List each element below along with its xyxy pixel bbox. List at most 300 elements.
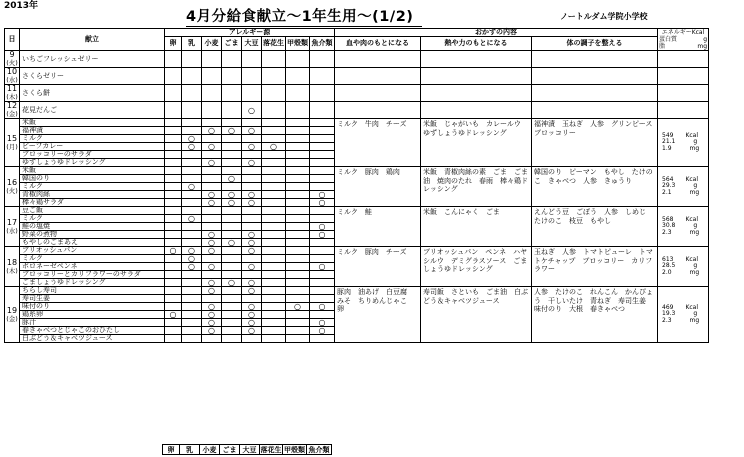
allergen-marker: ○ [202,199,222,207]
red-group-cell: ミルク 鮭 [335,207,421,247]
allergen-marker: ○ [182,215,202,223]
allergen-marker: ○ [310,231,335,239]
allergen-cell [310,335,335,343]
allergen-cell [182,327,202,335]
menu-item-name: 韓国のり [20,175,165,183]
allergen-cell [286,85,310,102]
allergen-cell [182,191,202,199]
date-cell [5,102,20,119]
date-cell [5,287,20,343]
allergen-cell [165,263,182,271]
allergen-marker: ○ [242,319,262,327]
allergen-cell [310,279,335,287]
allergen-cell [182,279,202,287]
green-group-cell [532,102,658,119]
allergen-cell [165,199,182,207]
allergen-marker: ○ [222,199,242,207]
weekday: (木) [6,93,18,101]
yellow-group-cell [421,51,532,68]
green-group-cell [532,51,658,68]
allergen-cell [222,255,242,263]
allergen-cell [182,151,202,159]
allergen-marker: ○ [165,311,182,319]
allergen-cell [242,51,262,68]
menu-table [4,28,709,343]
green-group-cell: 玉ねぎ 人参 トマトピューレ トマトケチャップ ブロッコリー カリフラワー [532,247,658,287]
allergen-footer-label: 小麦 [200,445,220,455]
menu-row [5,167,709,175]
allergen-cell [202,207,222,215]
allergen-cell [182,295,202,303]
allergen-cell [262,279,286,287]
allergen-cell [286,327,310,335]
allergen-cell [165,327,182,335]
energy-cell [658,68,709,85]
allergen-cell [242,207,262,215]
menu-item-name: ミルク [20,255,165,263]
yellow-group-cell: 米飯 こんにゃく ごま [421,207,532,247]
allergen-cell [165,335,182,343]
menu-item-name: いちごフレッシュゼリー [20,51,165,68]
allergen-cell [286,223,310,231]
energy-protein-label: 蛋白質 [659,36,678,43]
allergen-cell [165,102,182,119]
allergen-marker: ○ [222,279,242,287]
energy-mg-unit: mg [697,43,707,50]
allergen-cell [165,167,182,175]
allergen-cell [310,239,335,247]
allergen-cell [286,119,310,127]
allergen-cell [222,215,242,223]
allergen-cell [165,223,182,231]
allergen-cell [242,175,262,183]
allergen-cell [262,263,286,271]
allergen-marker: ○ [182,183,202,191]
menu-item-name: 青椒肉絲 [20,191,165,199]
menu-row [5,68,709,85]
allergen-cell [182,119,202,127]
allergen-marker: ○ [182,263,202,271]
menu-item-name: もやしのごまあえ [20,239,165,247]
allergen-cell [286,231,310,239]
allergen-cell [222,51,242,68]
weekday: (水) [6,226,18,235]
allergen-cell [262,311,286,319]
allergen-marker: ○ [202,287,222,295]
allergen-cell [310,85,335,102]
menu-item-name: 寿司生姜 [20,295,165,303]
allergen-cell [286,287,310,295]
allergen-marker: ○ [202,143,222,151]
allergen-cell [262,151,286,159]
allergen-cell [165,319,182,327]
energy-cell: 549 Kcal 21.1 g 1.9 mg [658,119,709,167]
allergen-header: 落花生 [262,37,286,51]
red-group-cell [335,51,421,68]
menu-item-name: さくら餅 [20,85,165,102]
energy-cell [658,51,709,68]
allergen-cell [165,183,182,191]
menu-item-name: 豚汁 [20,319,165,327]
allergen-marker: ○ [202,191,222,199]
allergen-marker: ○ [242,143,262,151]
allergen-cell [165,255,182,263]
allergen-marker: ○ [165,247,182,255]
allergen-cell [165,191,182,199]
allergen-marker: ○ [202,279,222,287]
energy-kcal-label: エネルギーKcal [661,29,705,36]
allergen-cell [286,191,310,199]
yellow-group-cell: 米飯 青椒肉絲の素 ごま ごま油 焼肉のたれ 春雨 棒々鶏ドレッシング [421,167,532,207]
allergen-marker: ○ [242,199,262,207]
allergen-cell [182,231,202,239]
allergen-cell [242,167,262,175]
energy-fat-label: 脂 [659,43,666,50]
allergen-cell [286,143,310,151]
allergen-cell [165,85,182,102]
menu-row [5,85,709,102]
date-number: 10 [6,67,18,76]
menu-item-name: ミルク [20,215,165,223]
allergen-cell [286,159,310,167]
yellow-group-cell [421,102,532,119]
allergen-cell [262,335,286,343]
yellow-group-cell: 寿司飯 さといも ごま油 白ぶどう＆キャベツジュース [421,287,532,343]
green-group-cell: 韓国のり ピーマン もやし たけのこ きゃべつ 人参 きゅうり [532,167,658,207]
allergen-cell [262,199,286,207]
allergen-marker: ○ [310,327,335,335]
allergen-cell [222,319,242,327]
allergy-header: アレルギー源 [165,29,335,37]
menu-item-name: ビーフカレー [20,143,165,151]
allergen-cell [222,135,242,143]
allergen-cell [165,135,182,143]
allergen-cell [286,279,310,287]
menu-item-name: ブロッコリーのサラダ [20,151,165,159]
allergen-cell [222,295,242,303]
allergen-cell [222,207,242,215]
allergen-cell [222,143,242,151]
allergen-cell [182,102,202,119]
food-group-header: 体の調子を整える [532,37,658,51]
allergen-cell [310,151,335,159]
allergen-cell [182,199,202,207]
allergen-marker: ○ [310,191,335,199]
allergen-cell [286,127,310,135]
allergen-cell [222,287,242,295]
allergen-cell [202,68,222,85]
school-name: ノートルダム学院小学校 [560,12,648,21]
allergen-cell [222,263,242,271]
weekday: (金) [6,110,18,118]
allergen-cell [310,159,335,167]
allergen-cell [222,247,242,255]
allergen-cell [310,102,335,119]
allergen-cell [182,335,202,343]
allergen-footer-label: 甲殻類 [284,445,305,454]
allergen-cell [242,85,262,102]
page-title: 4月分給食献立～1年生用～(1/2) [186,9,414,25]
allergen-cell [165,231,182,239]
red-group-cell [335,102,421,119]
allergen-cell [262,119,286,127]
allergen-cell [242,68,262,85]
allergen-cell [165,279,182,287]
menu-item-name: 米飯 [20,167,165,175]
energy-cell [658,102,709,119]
allergen-cell [286,239,310,247]
allergen-marker: ○ [242,191,262,199]
allergen-marker: ○ [222,191,242,199]
allergen-marker: ○ [202,303,222,311]
energy-protein-row [658,36,708,43]
allergen-marker: ○ [202,327,222,335]
date-cell [5,85,20,102]
menu-item-name: 豆ご飯 [20,207,165,215]
red-group-cell [335,85,421,102]
allergen-cell [165,68,182,85]
allergen-cell [286,167,310,175]
red-group-cell: 豚肉 油あげ 白豆腐 みそ ちりめんじゃこ 卵 [335,287,421,343]
menu-row [5,102,709,119]
energy-header [658,29,709,51]
allergen-marker: ○ [202,231,222,239]
menu-row [5,119,709,127]
allergen-footer-label: 卵 [163,445,180,455]
allergen-cell [165,175,182,183]
red-group-cell [335,68,421,85]
food-group-header: 熱や力のもとになる [421,37,532,51]
menu-item-name: ミルク [20,135,165,143]
allergen-cell [165,143,182,151]
allergen-cell [286,135,310,143]
allergen-cell [262,215,286,223]
allergen-cell [262,295,286,303]
allergen-marker: ○ [202,239,222,247]
allergen-cell [202,51,222,68]
allergen-cell [286,151,310,159]
menu-item-name: ブリオッシュパン [20,247,165,255]
menu-item-name: ゆずしょうゆドレッシング [20,159,165,167]
allergen-cell [310,167,335,175]
allergen-marker: ○ [202,247,222,255]
allergen-marker: ○ [202,319,222,327]
allergen-cell [165,51,182,68]
red-group-cell: ミルク 牛肉 チーズ [335,119,421,167]
allergen-cell [202,85,222,102]
menu-item-name: 米飯 [20,119,165,127]
allergen-marker: ○ [310,199,335,207]
allergen-marker: ○ [310,223,335,231]
food-group-header: 血や肉のもとになる [335,37,421,51]
allergen-cell [182,167,202,175]
menu-item-name: 味付のり [20,303,165,311]
allergen-cell [182,68,202,85]
allergen-marker: ○ [242,327,262,335]
menu-row [5,247,709,255]
allergen-cell [262,239,286,247]
green-group-cell: 福神漬 玉ねぎ 人参 グリンピース ブロッコリー [532,119,658,167]
allergen-cell [286,215,310,223]
allergen-footer-label: 大豆 [240,445,260,455]
allergen-marker: ○ [222,175,242,183]
allergen-cell [165,271,182,279]
green-group-cell: 人参 たけのこ れんこん かんぴょう 干しいたけ 青ねぎ 寿司生姜 味付のり 大根 春きゃべつ [532,287,658,343]
allergen-cell [286,51,310,68]
allergen-marker: ○ [242,239,262,247]
allergen-cell [182,311,202,319]
allergen-cell [310,135,335,143]
allergen-cell [286,263,310,271]
allergen-cell [222,102,242,119]
allergen-marker: ○ [202,159,222,167]
menu-item-name: ブロッコリーとカリフラワーのサラダ [20,271,165,279]
allergen-cell [262,207,286,215]
date-number: 16 [6,177,18,187]
allergen-cell [310,247,335,255]
allergen-marker: ○ [242,279,262,287]
allergen-cell [262,51,286,68]
allergen-header: 大豆 [242,37,262,51]
allergen-cell [165,127,182,135]
allergen-marker: ○ [182,143,202,151]
weekday: (木) [6,266,18,275]
allergen-cell [286,68,310,85]
allergen-cell [310,207,335,215]
allergen-cell [182,223,202,231]
allergen-cell [242,215,262,223]
allergen-cell [262,167,286,175]
weekday: (火) [6,186,18,195]
menu-row [5,287,709,295]
date-number: 9 [9,50,15,59]
allergen-cell [222,303,242,311]
allergen-cell [286,271,310,279]
allergen-cell [310,51,335,68]
allergen-cell [310,287,335,295]
allergen-cell [286,255,310,263]
date-cell [5,51,20,68]
allergen-footer-label: ごま [220,445,240,455]
allergen-header: ごま [222,37,242,51]
allergen-cell [222,151,242,159]
yellow-group-cell [421,68,532,85]
allergen-marker: ○ [310,319,335,327]
date-number: 19 [6,305,18,315]
date-cell [5,167,20,207]
allergen-cell [262,247,286,255]
allergen-cell [165,151,182,159]
allergen-marker: ○ [242,159,262,167]
menu-item-name: ミルク [20,183,165,191]
allergen-cell [222,85,242,102]
side-header: おかずの内容 [335,29,658,37]
allergen-cell [165,287,182,295]
allergen-footer-label: 魚介類 [308,445,330,454]
allergen-cell [202,167,222,175]
green-group-cell: えんどう豆 ごぼう 人参 しめじ たけのこ 枝豆 もやし [532,207,658,247]
menu-item-name: 野菜の煮物 [20,231,165,239]
allergen-cell [165,207,182,215]
allergen-cell [310,271,335,279]
header-row [5,29,709,37]
allergen-marker: ○ [242,102,262,119]
allergen-cell [182,159,202,167]
allergen-cell [310,68,335,85]
allergen-cell [286,335,310,343]
allergen-cell [262,85,286,102]
allergen-header: 小麦 [202,37,222,51]
allergen-header: 卵 [165,37,182,51]
weekday: (金) [6,314,18,323]
title-underline [186,26,422,27]
allergen-header: 魚介類 [310,37,335,51]
allergen-marker: ○ [242,127,262,135]
allergen-cell [262,223,286,231]
allergen-cell [182,51,202,68]
allergen-cell [262,231,286,239]
allergen-cell [262,327,286,335]
allergen-cell [262,287,286,295]
red-group-cell: ミルク 豚肉 チーズ [335,247,421,287]
allergen-header: 甲殻類 [286,37,310,51]
allergen-cell [286,102,310,119]
red-group-cell: ミルク 豚肉 鶏肉 [335,167,421,207]
allergen-cell [286,199,310,207]
yellow-group-cell: 米飯 じゃがいも カレールウ ゆずしょうゆドレッシング [421,119,532,167]
allergen-cell [202,215,222,223]
allergen-cell [286,319,310,327]
allergen-marker: ○ [310,263,335,271]
menu-item-name: 棒々鶏サラダ [20,199,165,207]
allergen-cell [262,303,286,311]
allergen-cell [310,175,335,183]
allergen-cell [182,287,202,295]
allergen-marker: ○ [286,303,310,311]
green-group-cell [532,68,658,85]
allergen-marker: ○ [202,311,222,319]
menu-row [5,51,709,68]
allergen-marker: ○ [242,287,262,295]
date-cell [5,207,20,247]
allergen-cell [262,159,286,167]
menu-item-name: 花見だんご [20,102,165,119]
yellow-group-cell [421,85,532,102]
allergen-cell [222,68,242,85]
allergen-marker: ○ [262,143,286,151]
allergen-cell [286,183,310,191]
allergen-cell [262,255,286,263]
allergen-cell [262,68,286,85]
allergen-marker: ○ [242,263,262,271]
allergen-marker: ○ [242,303,262,311]
allergen-cell [182,319,202,327]
allergen-cell [262,102,286,119]
allergen-footer-label: 乳 [180,445,200,455]
menu-item-name: 鶏糸卵 [20,311,165,319]
allergen-marker: ○ [242,231,262,239]
allergen-cell [310,127,335,135]
allergen-cell [165,159,182,167]
year-label: 2013年 [4,1,39,11]
allergen-cell [310,143,335,151]
allergen-marker: ○ [202,127,222,135]
allergen-cell [182,303,202,311]
weekday: (月) [6,142,18,151]
energy-fat-row [658,43,708,50]
allergen-cell [262,127,286,135]
allergen-footer [162,444,332,455]
